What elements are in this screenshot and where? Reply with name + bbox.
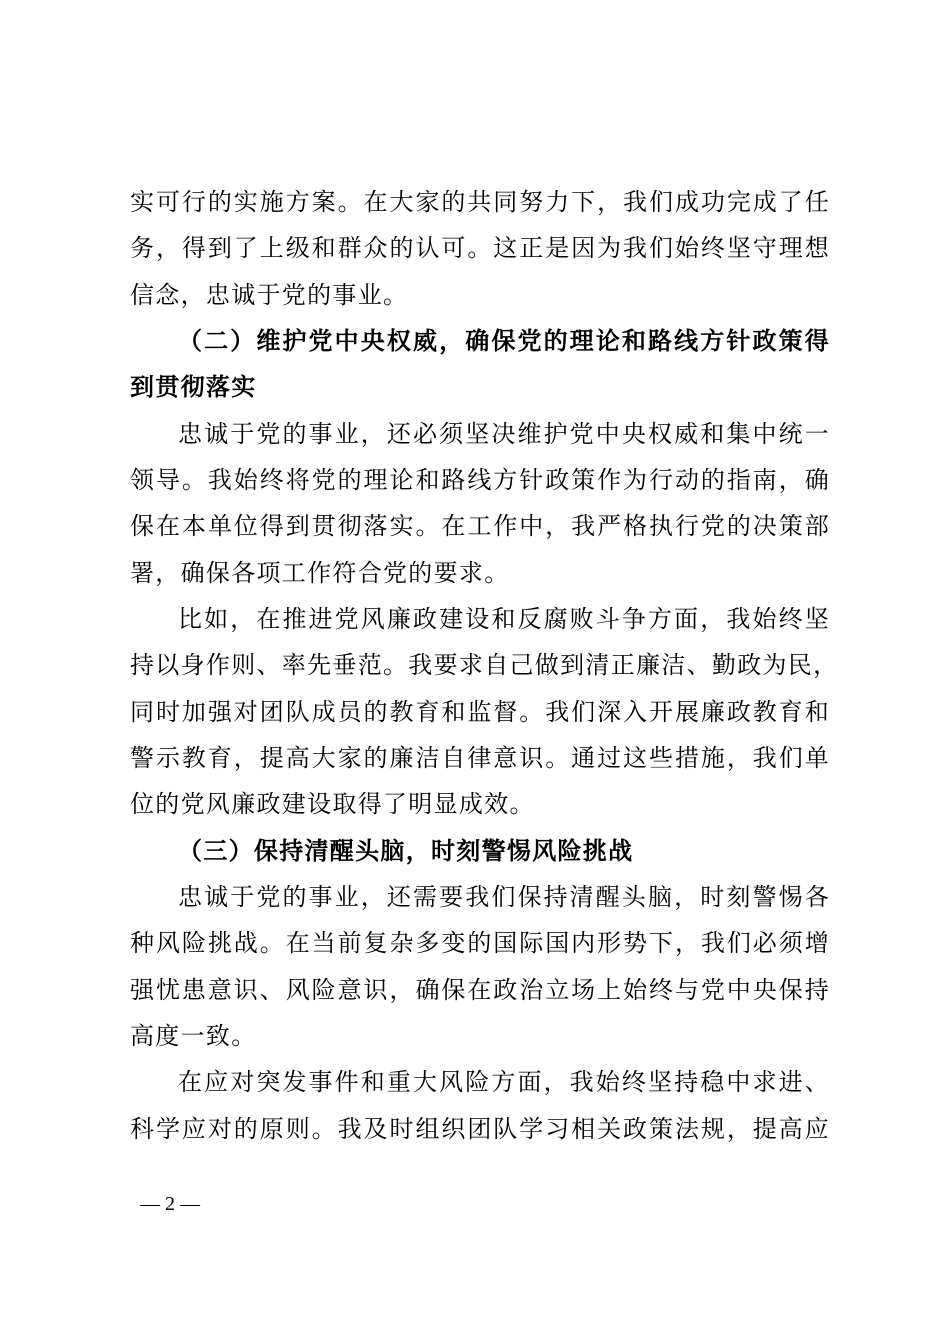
- text-line: 信念，忠诚于党的事业。: [130, 281, 409, 309]
- heading-line: （三）保持清醒头脑，时刻警惕风险挑战: [178, 836, 634, 865]
- text-line: 警示教育，提高大家的廉洁自律意识。通过这些措施，我们单: [130, 744, 830, 772]
- text-line: 忠诚于党的事业，还需要我们保持清醒头脑，时刻警惕各: [178, 883, 830, 911]
- heading-line: （二）维护党中央权威，确保党的理论和路线方针政策得: [178, 326, 830, 355]
- text-line: 科学应对的原则。我及时组织团队学习相关政策法规，提高应: [130, 1115, 830, 1143]
- text-line: 位的党风廉政建设取得了明显成效。: [130, 790, 535, 818]
- text-line: 同时加强对团队成员的教育和监督。我们深入开展廉政教育和: [130, 698, 830, 726]
- text-line: 保在本单位得到贯彻落实。在工作中，我严格执行党的决策部: [130, 512, 830, 540]
- page-number: — 2 —: [140, 1193, 200, 1215]
- text-line: 务，得到了上级和群众的认可。这正是因为我们始终坚守理想: [130, 234, 830, 262]
- text-line: 在应对突发事件和重大风险方面，我始终坚持稳中求进、: [178, 1068, 830, 1096]
- text-line: 比如，在推进党风廉政建设和反腐败斗争方面，我始终坚: [178, 605, 830, 633]
- text-line: 署，确保各项工作符合党的要求。: [130, 559, 510, 587]
- text-line: 持以身作则、率先垂范。我要求自己做到清正廉洁、勤政为民，: [130, 651, 839, 679]
- text-line: 忠诚于党的事业，还必须坚决维护党中央权威和集中统一: [178, 420, 830, 448]
- text-line: 种风险挑战。在当前复杂多变的国际国内形势下，我们必须增: [130, 929, 830, 957]
- text-line: 高度一致。: [130, 1022, 257, 1050]
- text-line: 领导。我始终将党的理论和路线方针政策作为行动的指南，确: [130, 466, 830, 494]
- heading-line: 到贯彻落实: [130, 372, 257, 401]
- text-line: 强忧患意识、风险意识，确保在政治立场上始终与党中央保持: [130, 976, 830, 1004]
- text-line: 实可行的实施方案。在大家的共同努力下，我们成功完成了任: [130, 188, 830, 216]
